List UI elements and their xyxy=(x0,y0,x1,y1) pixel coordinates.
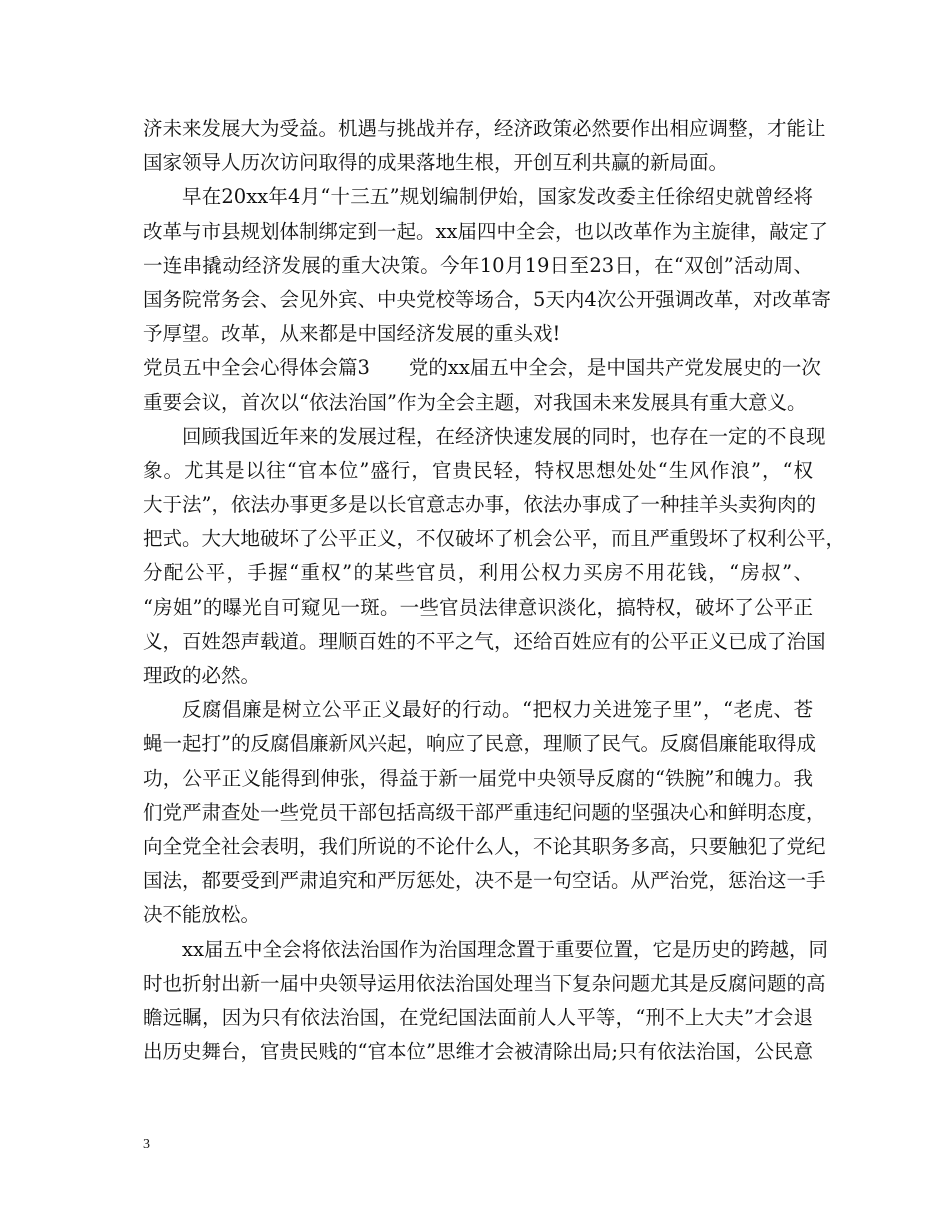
text-line: 一连串撬动经济发展的重大决策。今年10月19日至23日，在“双创”活动周、 xyxy=(143,253,813,277)
text-line: 功，公平正义能得到伸张，得益于新一届党中央领导反腐的“铁腕”和魄力。我 xyxy=(143,766,813,790)
text-line: 向全党全社会表明，我们所说的不论什么人，不论其职务多高，只要触犯了党纪 xyxy=(143,834,826,858)
text-line: 国法，都要受到严肃追究和严厉惩处，决不是一句空话。从严治党，惩治这一手 xyxy=(143,869,826,893)
document-body xyxy=(143,112,846,1069)
text-line: 早在20xx年4月“十三五”规划编制伊始，国家发改委主任徐绍史就曾经将 xyxy=(182,185,813,209)
text-line: “房姐”的曝光自可窥见一斑。一些官员法律意识淡化，搞特权，破坏了公平正 xyxy=(143,595,813,619)
section-heading-line: 党员五中全会心得体会篇3 党的xx届五中全会，是中国共产党发展史的一次 xyxy=(143,356,821,380)
text-line: 反腐倡廉是树立公平正义最好的行动。“把权力关进笼子里”，“老虎、苍 xyxy=(182,698,813,722)
text-line: 改革与市县规划体制绑定到一起。xx届四中全会，也以改革作为主旋律，敲定了 xyxy=(143,219,828,243)
text-line: 把式。大大地破坏了公平正义，不仅破坏了机会公平，而且严重毁坏了权利公平， xyxy=(143,527,846,551)
text-line: 予厚望。改革，从来都是中国经济发展的重头戏! xyxy=(143,322,561,346)
text-line: 瞻远瞩，因为只有依法治国，在党纪国法面前人人平等，“刑不上大夫”才会退 xyxy=(143,1005,813,1029)
text-line: 济未来发展大为受益。机遇与挑战并存，经济政策必然要作出相应调整，才能让 xyxy=(143,117,826,140)
text-line: 蝇一起打”的反腐倡廉新风兴起，响应了民意，理顺了民气。反腐倡廉能取得成 xyxy=(143,732,816,756)
text-line: 理政的必然。 xyxy=(143,664,261,687)
page-number: 3 xyxy=(143,1137,150,1152)
text-line: 象。尤其是以往“官本位”盛行，官贵民轻，特权思想处处“生风作浪”，“权 xyxy=(143,458,813,482)
text-line: xx届五中全会将依法治国作为治国理念置于重要位置，它是历史的跨越，同 xyxy=(182,937,828,961)
text-line: 义，百姓怨声载道。理顺百姓的不平之气，还给百姓应有的公平正义已成了治国 xyxy=(143,629,826,653)
text-line: 回顾我国近年来的发展过程，在经济快速发展的同时，也存在一定的不良现 xyxy=(182,424,826,448)
text-line: 重要会议，首次以“依法治国”作为全会主题，对我国未来发展具有重大意义。 xyxy=(143,390,807,414)
text-line: 们党严肃查处一些党员干部包括高级干部严重违纪问题的坚强决心和鲜明态度， xyxy=(143,800,826,824)
text-line: 大于法”，依法办事更多是以长官意志办事，依法办事成了一种挂羊头卖狗肉的 xyxy=(143,493,816,517)
text-line: 国家领导人历次访问取得的成果落地生根，开创互利共赢的新局面。 xyxy=(143,151,729,175)
text-line: 国务院常务会、会见外宾、中央党校等场合，5天内4次公开强调改革，对改革寄 xyxy=(143,287,831,311)
text-line: 时也折射出新一届中央领导运用依法治国处理当下复杂问题尤其是反腐问题的高 xyxy=(143,971,826,995)
text-line: 决不能放松。 xyxy=(143,903,261,927)
text-line: 出历史舞台，官贵民贱的“官本位”思维才会被清除出局;只有依法治国，公民意 xyxy=(143,1040,814,1064)
text-line: 分配公平，手握“重权”的某些官员，利用公权力买房不用花钱，“房叔”、 xyxy=(143,561,813,585)
